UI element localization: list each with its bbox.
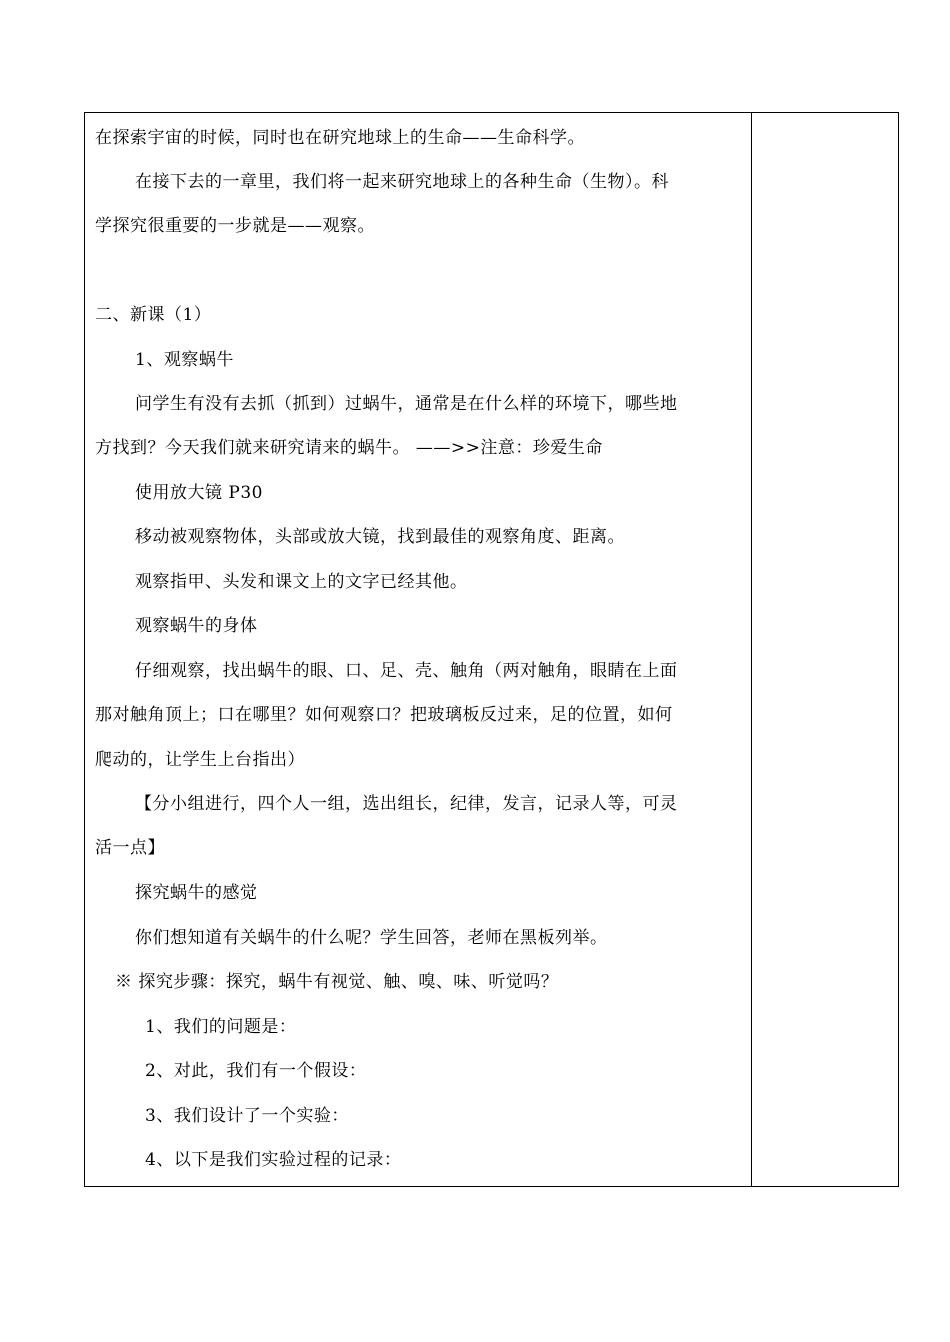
text-line: 观察蜗牛的身体 <box>135 616 258 636</box>
section-heading: 二、新课（1） <box>95 305 212 325</box>
notes-cell <box>752 113 898 1186</box>
lesson-table <box>84 112 899 1187</box>
text-line: 问学生有没有去抓（抓到）过蜗牛，通常是在什么样的环境下，哪些地 <box>135 394 678 414</box>
text-line: ※ 探究步骤：探究，蜗牛有视觉、触、嗅、味、听觉吗？ <box>115 972 559 992</box>
text-line: 方找到？今天我们就来研究请来的蜗牛。 ——>>注意：珍爱生命 <box>95 438 603 458</box>
text-line: 【分小组进行，四个人一组，选出组长，纪律，发言，记录人等，可灵 <box>135 794 678 814</box>
subsection-heading: 1、观察蜗牛 <box>135 350 234 370</box>
text-line: 移动被观察物体，头部或放大镜，找到最佳的观察角度、距离。 <box>135 527 625 547</box>
text-line: 使用放大镜 P30 <box>135 483 263 503</box>
text-line: 仔细观察，找出蜗牛的眼、口、足、壳、触角（两对触角，眼睛在上面 <box>135 661 678 681</box>
text-line: 在探索宇宙的时候，同时也在研究地球上的生命——生命科学。 <box>95 128 585 148</box>
text-line: 你们想知道有关蜗牛的什么呢？学生回答，老师在黑板列举。 <box>135 928 608 948</box>
text-line: 学探究很重要的一步就是——观察。 <box>95 216 375 236</box>
step-line: 4、以下是我们实验过程的记录： <box>145 1150 402 1170</box>
step-line: 2、对此，我们有一个假设： <box>145 1061 367 1081</box>
step-line: 3、我们设计了一个实验： <box>145 1106 349 1126</box>
step-line: 1、我们的问题是： <box>145 1017 297 1037</box>
text-line: 那对触角顶上；口在哪里？如何观察口？把玻璃板反过来，足的位置，如何 <box>95 705 673 725</box>
text-line: 爬动的，让学生上台指出） <box>95 750 305 770</box>
text-line: 探究蜗牛的感觉 <box>135 883 258 903</box>
text-line: 观察指甲、头发和课文上的文字已经其他。 <box>135 572 468 592</box>
text-line: 在接下去的一章里，我们将一起来研究地球上的各种生命（生物）。科 <box>135 172 669 192</box>
text-line: 活一点】 <box>95 838 165 858</box>
content-cell <box>85 113 751 1186</box>
